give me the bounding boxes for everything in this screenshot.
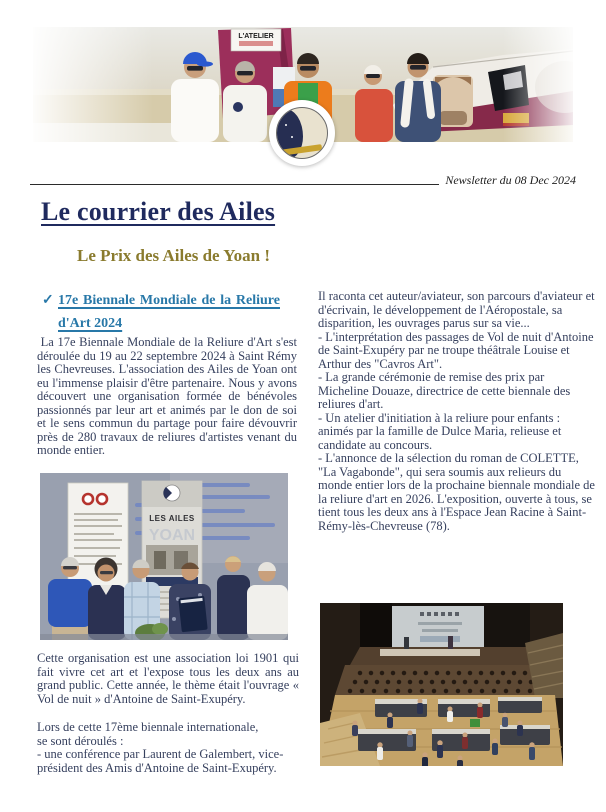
atelier-sign: L'ATELIER <box>238 33 274 40</box>
club-logo-emblem <box>276 107 328 159</box>
section-heading-text <box>58 289 280 335</box>
right-paragraph: Il raconta cet auteur/aviateur, son parcours d'aviateur et d'écrivain, le développement de l'Aéropostale, sa disparition, les ouvrages parus sur sa vie... <box>318 289 595 330</box>
section-heading-line2: d'Art 2024 <box>58 316 123 331</box>
divider-line <box>30 184 439 185</box>
section-heading <box>42 289 282 335</box>
section-heading-line1: 17e Biennale Mondiale de la Reliure <box>58 293 280 308</box>
left-paragraph-3-line: président des Amis d'Antoine de Saint-Exupéry. <box>37 760 277 775</box>
left-paragraph-3 <box>37 721 303 775</box>
left-paragraph-1: La 17e Biennale Mondiale de la Reliure d'Art s'est déroulée du 19 au 22 septembre 2024 à Saint Rémy les Chevreuses. L'association des Ailes de Yoan ont eu l'immense plaisir d'être partenaire. Nous y avons découvert une organisation formée de bénévoles passionnés par leur art et animés par le don de soi et le sens commun du partage pour faire dévouvrir près de 280 travaux de reliures d'artistes venant du monde entier. <box>37 335 297 457</box>
page-title: Le courrier des Ailes <box>41 197 276 226</box>
award-folder <box>178 596 207 633</box>
left-paragraph-2: Cette organisation est une association loi 1901 qui fait vivre cet art et l'expose tous les deux ans au grand public. Cette année, le thème était l'ouvrage « Vol de nuit » d'Antoine de Saint-Exupéry. <box>37 651 299 706</box>
dateline <box>30 172 576 188</box>
banner-title: LES AILES <box>149 514 195 523</box>
banner-name: YOAN <box>148 527 196 544</box>
left-paragraph-3-line: - une conférence par Laurent de Galembert, vice- <box>37 747 284 761</box>
left-paragraph-3-line: Lors de cette 17ème biennale internationale, <box>37 720 259 734</box>
stage-table <box>380 649 480 656</box>
auditorium-photo <box>320 603 563 766</box>
right-paragraph: - L'interprétation des passages de Vol de nuit d'Antoine de Saint-Exupéry par ne troupe théâtrale Louise et Arthur des "Cavros Art". <box>318 329 594 371</box>
right-paragraph: - L'annonce de la sélection du roman de COLETTE, "La Vagabonde", qui sera soumis aux relieurs du monde entier lors de la prochaine biennale mondiale de la reliure d'art en 2026. L'exposition, ouverte à tous, se tient tous les deux ans à l'Espace Jean Racine à Saint-Rémy-lès-Chevreuse (78). <box>318 451 595 533</box>
right-paragraph: - La grande cérémonie de remise des prix par Micheline Douaze, directrice de cette biennale des reliures d'art. <box>318 370 571 411</box>
newsletter-date: Newsletter du 08 Dec 2024 <box>445 173 576 187</box>
left-paragraph-3-line: se sont déroulés : <box>37 733 124 748</box>
page-subtitle: Le Prix des Ailes de Yoan ! <box>77 246 270 265</box>
exhibition-group-photo <box>40 473 288 640</box>
check-icon: ✓ <box>42 293 54 308</box>
right-paragraph: - Un atelier d'initiation à la reliure pour enfants : animés par la famille de Dulce Maria, relieuse et candidate au concours. <box>318 410 562 452</box>
right-column <box>318 290 596 533</box>
club-logo <box>269 100 335 166</box>
